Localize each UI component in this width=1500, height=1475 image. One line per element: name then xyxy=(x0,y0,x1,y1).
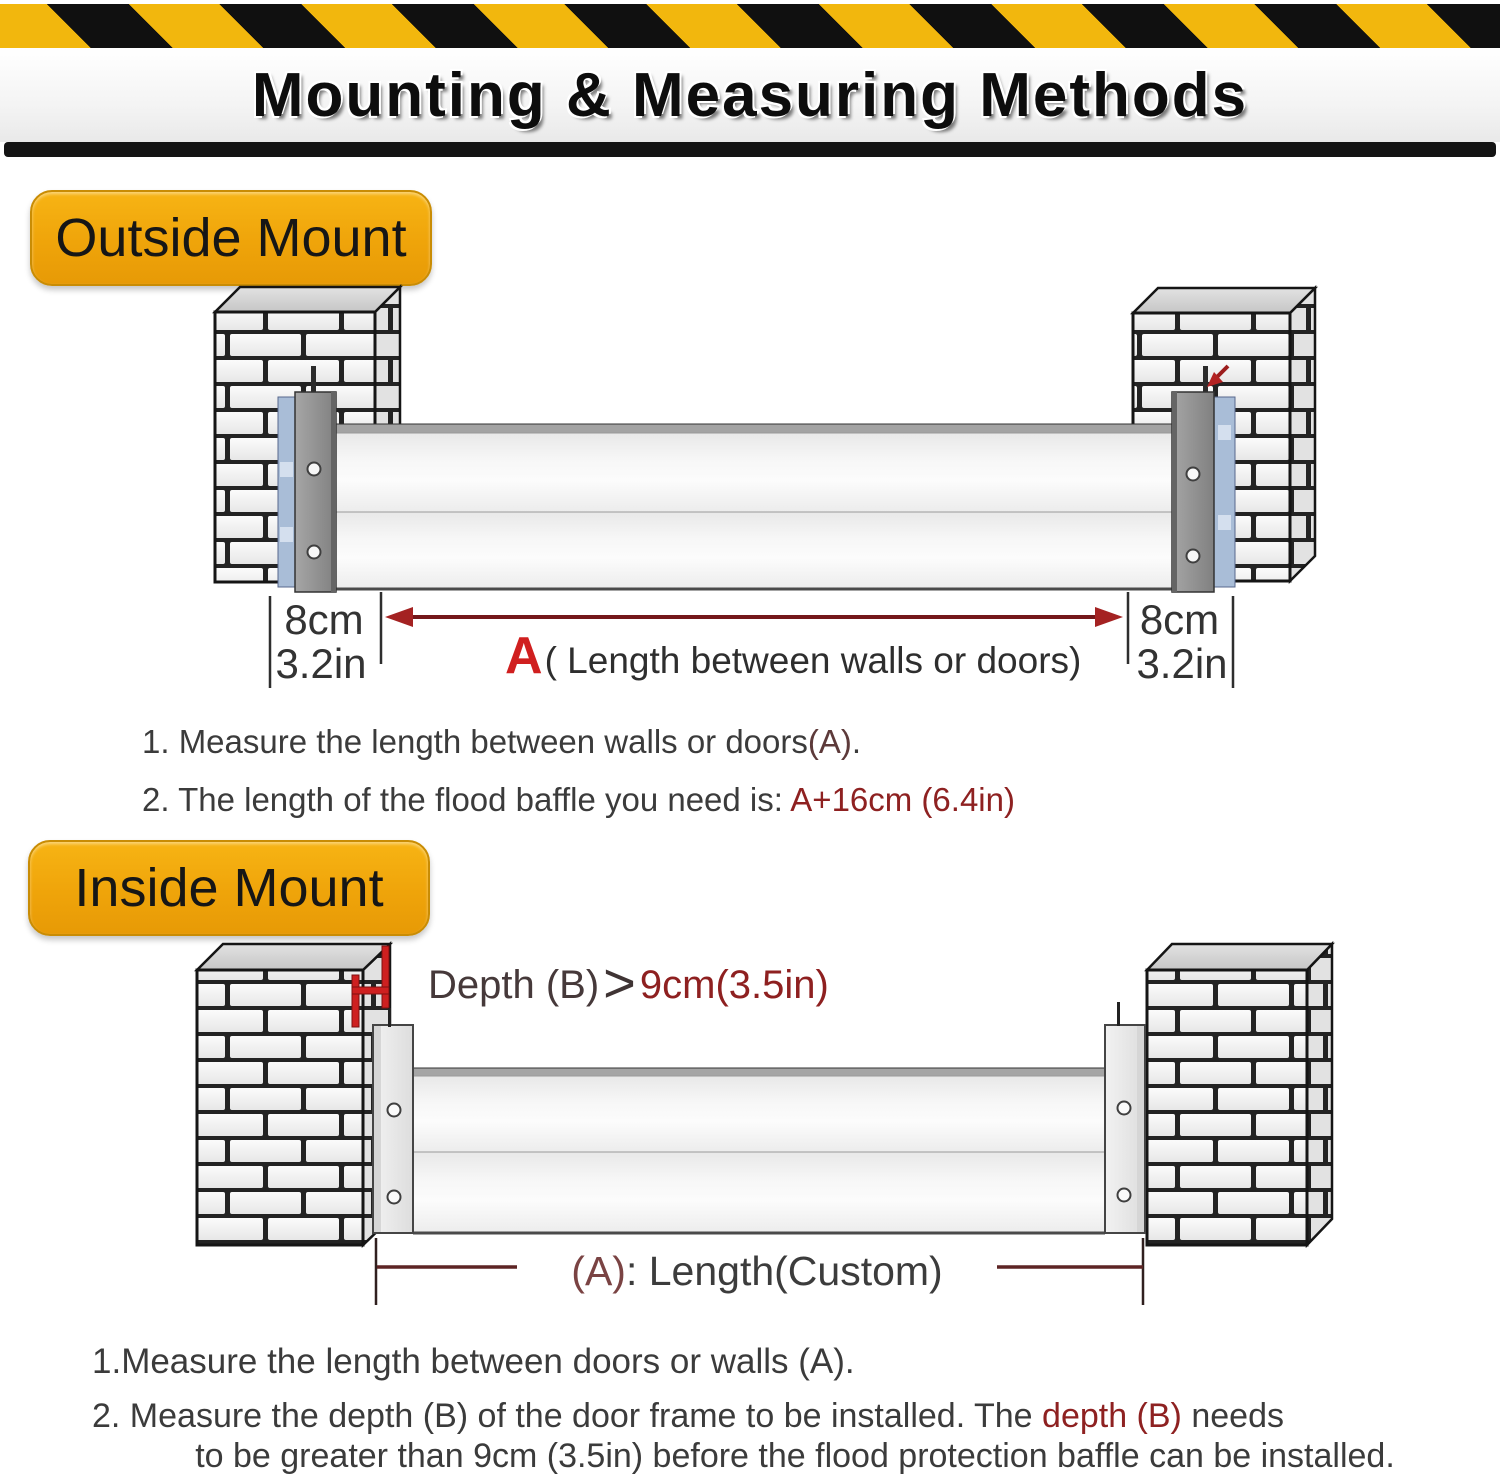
span-length-label-a: A xyxy=(505,627,543,685)
inside-mount-badge-label: Inside Mount xyxy=(74,858,384,918)
screw-hole-icon xyxy=(388,1104,401,1117)
step-text: 1. Measure the length between walls or doors xyxy=(142,723,808,760)
screw-hole-icon xyxy=(388,1191,401,1204)
outside-mount-badge xyxy=(30,190,432,286)
step-text: . xyxy=(851,723,862,760)
step-highlight: depth (B) xyxy=(1042,1397,1182,1435)
step-text: 2. Measure the depth (B) of the door frame to be installed. The xyxy=(92,1397,1043,1435)
inside-step-2-line2: to be greater than 9cm (3.5in) before the flood protection baffle can be installed. xyxy=(195,1437,1395,1475)
flood-barrier-panels xyxy=(413,1068,1105,1233)
step-text: needs xyxy=(1181,1397,1284,1435)
step-highlight: (A) xyxy=(807,723,852,760)
greater-than-symbol: > xyxy=(603,951,636,1014)
hazard-stripe-banner xyxy=(0,4,1500,48)
span-arrow xyxy=(385,607,1123,627)
left-channel-bracket xyxy=(373,1025,413,1233)
screw-hole-icon xyxy=(1187,550,1200,563)
right-brick-pillar xyxy=(1147,944,1332,1245)
inside-step-2 xyxy=(92,1396,1284,1436)
step-text: 2. The length of the flood baffle you need is: xyxy=(142,781,791,818)
screw-hole-icon xyxy=(308,546,321,559)
depth-requirement-label xyxy=(428,950,829,1021)
depth-label-prefix: Depth (B) xyxy=(428,963,600,1007)
custom-length-label-rest: : Length(Custom) xyxy=(625,1248,943,1294)
screw-hole-icon xyxy=(1118,1102,1131,1115)
inside-step-1: 1.Measure the length between doors or walls (A). xyxy=(92,1342,855,1381)
inside-mount-badge xyxy=(28,840,430,936)
span-length-label xyxy=(505,626,1081,686)
outside-step-2 xyxy=(142,780,1015,820)
right-offset-inch: 3.2in xyxy=(1136,640,1228,687)
outside-mount-badge-label: Outside Mount xyxy=(55,208,407,268)
screw-hole-icon xyxy=(1187,468,1200,481)
custom-length-label-a: (A) xyxy=(571,1248,626,1294)
flood-barrier-panels xyxy=(335,424,1173,589)
custom-length-label xyxy=(517,1248,997,1295)
step-highlight: A+16cm (6.4in) xyxy=(790,781,1015,818)
title-band xyxy=(0,48,1500,142)
right-channel-bracket xyxy=(1105,1002,1145,1233)
right-mount-bracket xyxy=(1172,366,1235,592)
screw-hole-icon xyxy=(1118,1189,1131,1202)
span-length-label-rest: ( Length between walls or doors) xyxy=(544,640,1082,681)
depth-label-value: 9cm(3.5in) xyxy=(639,963,829,1007)
arrowhead-right-icon xyxy=(1095,607,1123,627)
header-divider-bar xyxy=(4,142,1496,157)
left-mount-bracket xyxy=(278,366,336,592)
right-offset-cm: 8cm xyxy=(1139,596,1220,643)
page-title: Mounting & Measuring Methods xyxy=(251,60,1249,130)
left-offset-cm: 8cm xyxy=(284,596,364,643)
left-offset-inch: 3.2in xyxy=(275,640,367,687)
arrowhead-left-icon xyxy=(385,607,413,627)
screw-hole-icon xyxy=(308,463,321,476)
outside-step-1 xyxy=(142,722,861,762)
